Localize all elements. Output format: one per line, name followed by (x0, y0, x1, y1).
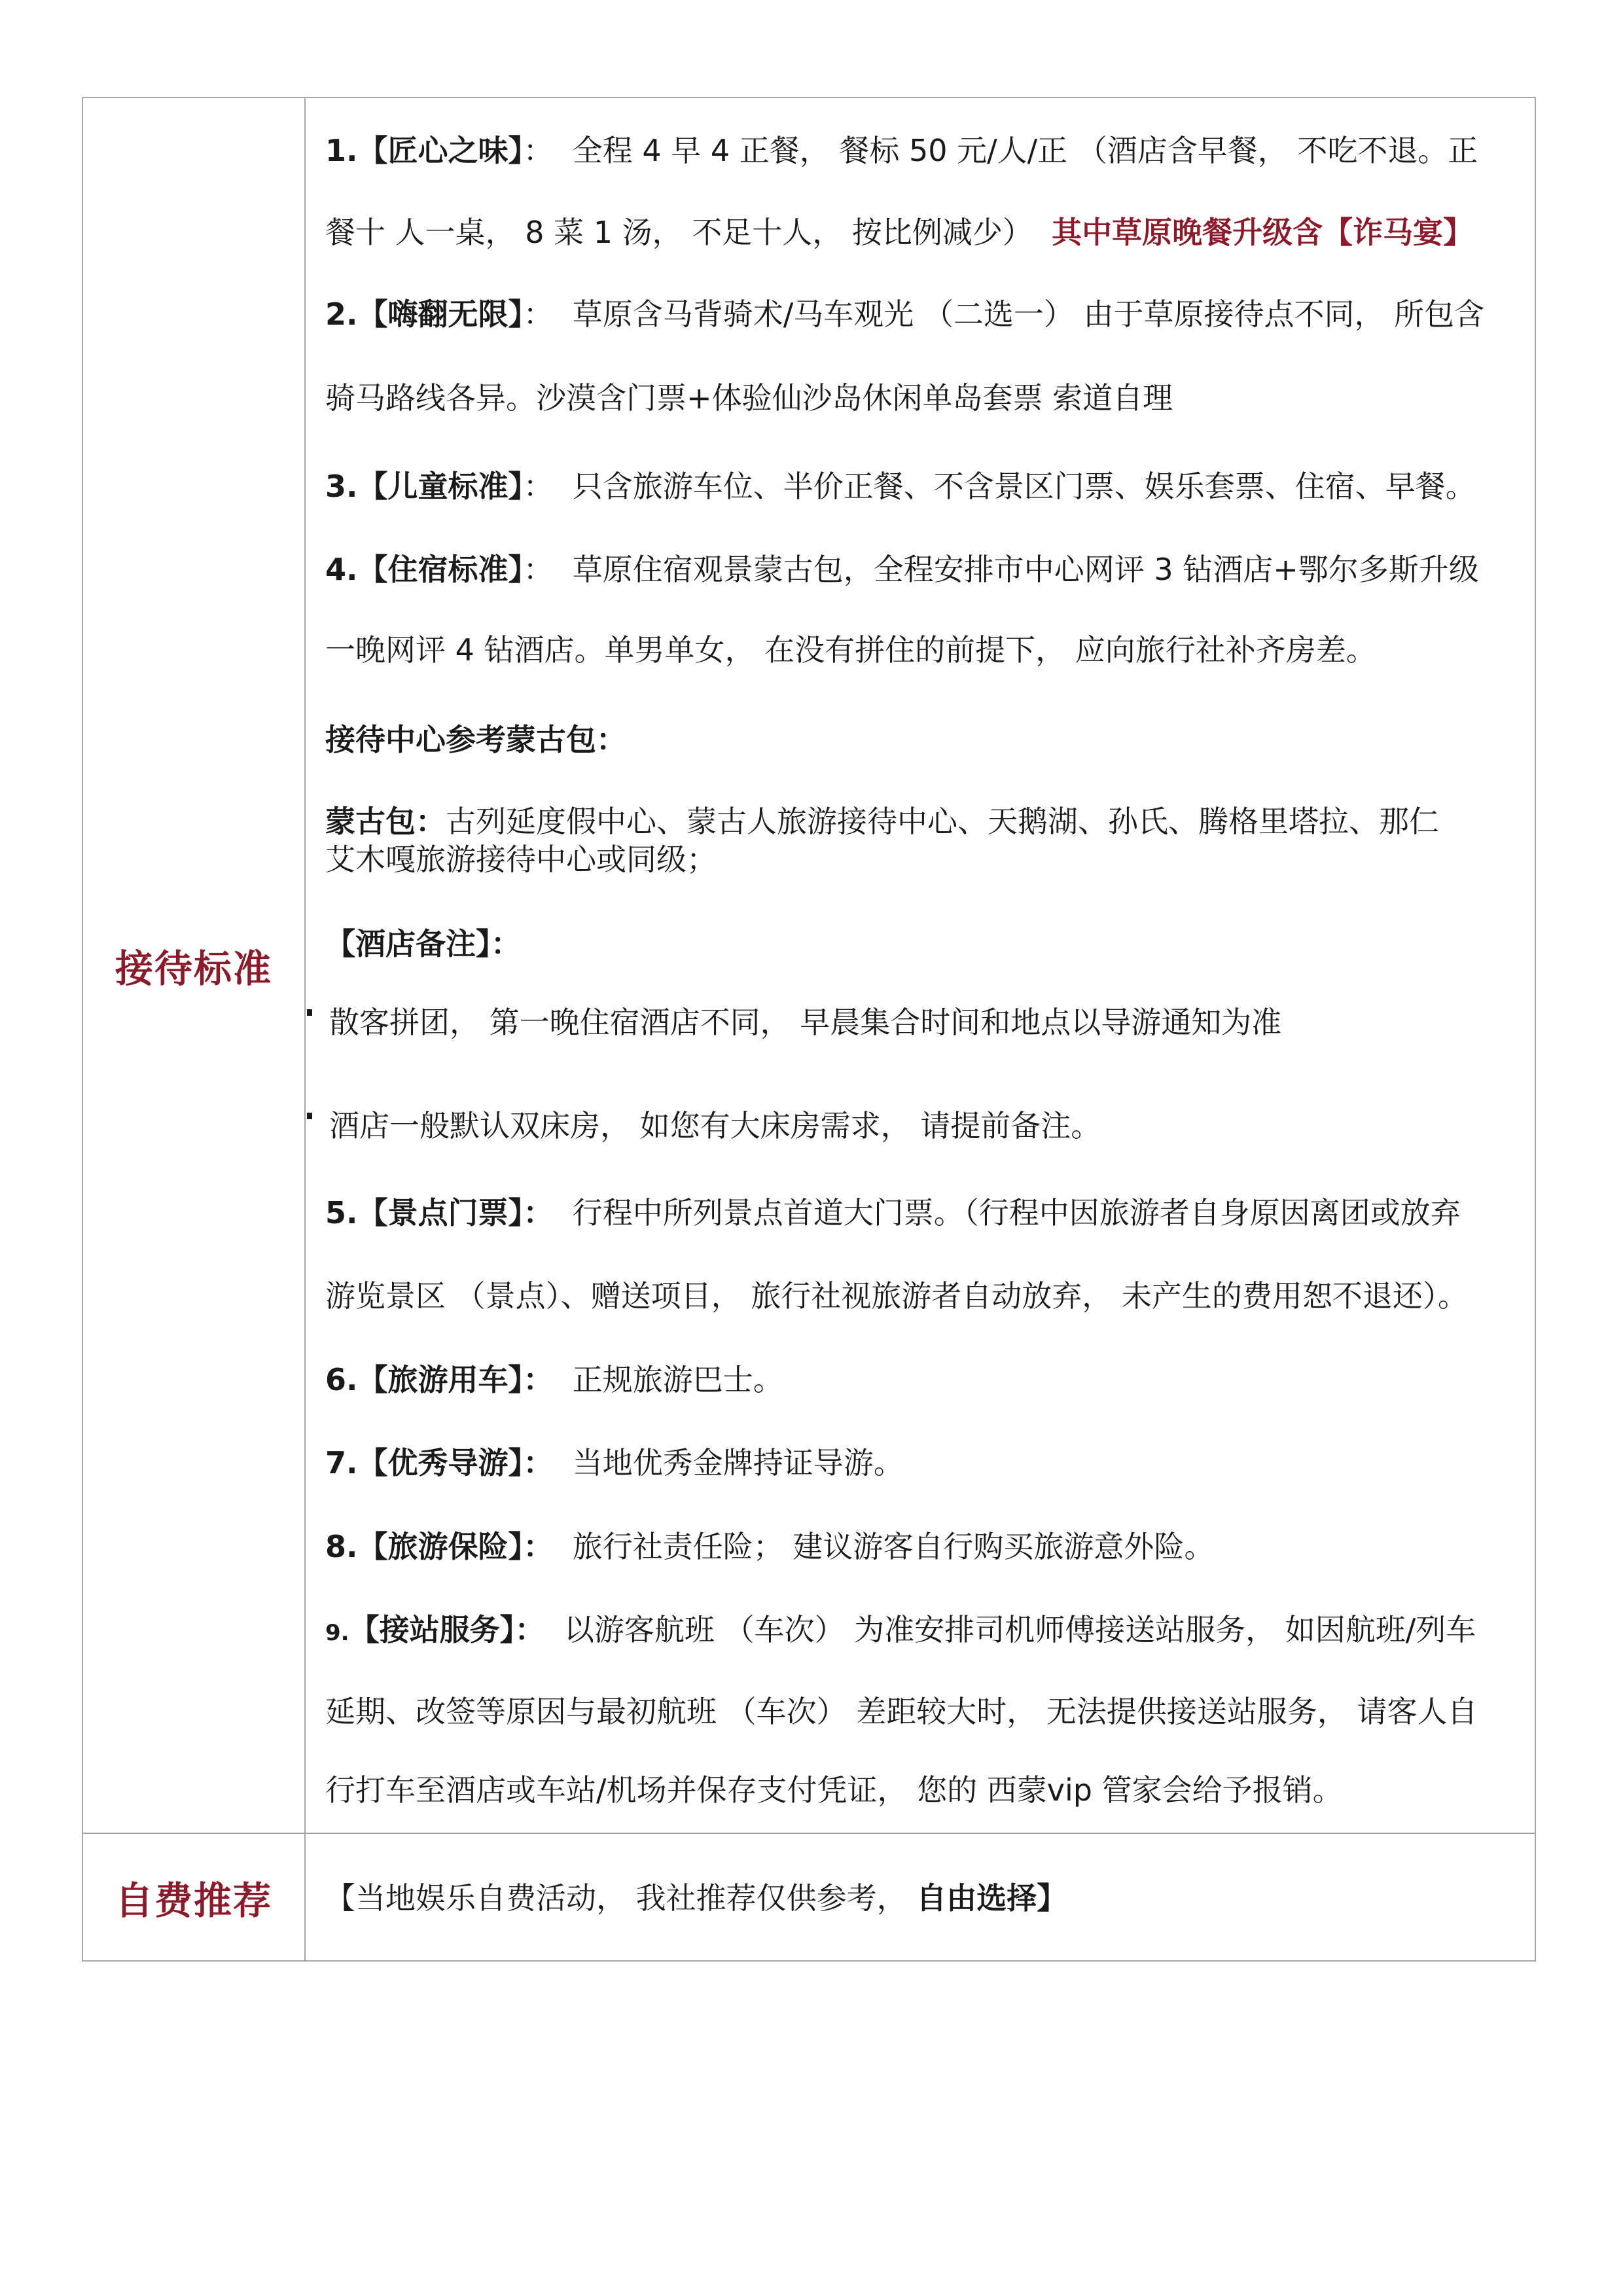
guide-title: 【优秀导游】 (357, 1445, 524, 1480)
yurt-line-1: 蒙古包：古列延度假中心、蒙古人旅游接待中心、天鹅湖、孙氏、腾格里塔拉、那仁 (325, 804, 1439, 839)
meals-line-1: 1.【匠心之味】： 全程 4 早 4 正餐， 餐标 50 元/人/正 （酒店含早餐， 不吃不退。正 (325, 133, 1478, 168)
children-title: 【儿童标准】 (357, 469, 524, 504)
vehicle-title: 【旅游用车】 (357, 1362, 524, 1397)
pickup-line-2: 延期、改签等原因与最初航班 （车次） 差距较大时， 无法提供接送站服务， 请客人自 (325, 1694, 1478, 1729)
selfpay-content (305, 1833, 1535, 1961)
meals-title: 【匠心之味】 (357, 133, 524, 168)
selfpay-label: 自费推荐 (82, 1833, 305, 1961)
tickets-line-1: 5.【景点门票】： 行程中所列景点首道大门票。（行程中因旅游者自身原因离团或放弃 (325, 1195, 1461, 1230)
lodging-line-2: 一晚网评 4 钻酒店。单男单女， 在没有拼住的前提下， 应向旅行社补齐房差。 (325, 632, 1376, 668)
reception-label: 接待标准 (82, 98, 305, 1833)
children-line-1: 3.【儿童标准】： 只含旅游车位、半价正餐、不含景区门票、娱乐套票、住宿、早餐。 (325, 469, 1476, 504)
tickets-line-2: 游览景区 （景点）、赠送项目， 旅行社视旅游者自动放弃， 未产生的费用恕不退还）。 (325, 1278, 1468, 1314)
pickup-line-3: 行打车至酒店或车站/机场并保存支付凭证， 您的 西蒙vip 管家会给予报销。 (325, 1772, 1343, 1808)
lodging-title: 【住宿标准】 (357, 552, 524, 587)
guide-line-1: 7.【优秀导游】： 当地优秀金牌持证导游。 (325, 1445, 904, 1480)
yurt-label: 蒙古包： (325, 804, 446, 839)
vehicle-line-1: 6.【旅游用车】： 正规旅游巴士。 (325, 1362, 783, 1397)
fun-line-1: 2.【嗨翻无限】： 草原含马背骑术/马车观光 （二选一） 由于草原接待点不同， 所包含 (325, 296, 1485, 332)
selfpay-row (82, 1833, 1535, 1961)
lodging-line-1: 4.【住宿标准】： 草原住宿观景蒙古包，全程安排市中心网评 3 钻酒店+鄂尔多斯升级 (325, 552, 1479, 587)
insurance-title: 【旅游保险】 (357, 1529, 524, 1564)
fun-title: 【嗨翻无限】 (357, 296, 524, 332)
hotel-notes-heading: 【酒店备注】： (325, 926, 521, 961)
reception-content (305, 98, 1535, 1833)
fun-line-2: 骑马路线各异。沙漠含门票+体验仙沙岛休闲单岛套票 索道自理 (325, 380, 1173, 416)
pickup-line-1: 9.【接站服务】： 以游客航班 （车次） 为准安排司机师傅接送站服务， 如因航班/列车 (325, 1612, 1476, 1647)
pickup-title: 【接站服务】 (349, 1612, 515, 1647)
selfpay-text: 【当地娱乐自费活动， 我社推荐仅供参考， 自由选择】 (325, 1880, 1067, 1916)
meals-highlight: 其中草原晚餐升级含【诈马宴】 (1052, 215, 1474, 250)
bullet-icon (307, 1113, 312, 1119)
tickets-title: 【景点门票】 (357, 1195, 524, 1230)
hotel-note-2: 酒店一般默认双床房， 如您有大床房需求， 请提前备注。 (307, 1106, 1101, 1145)
insurance-line-1: 8.【旅游保险】： 旅行社责任险； 建议游客自行购买旅游意外险。 (325, 1529, 1215, 1564)
reception-row (82, 98, 1535, 1833)
bullet-icon (307, 1009, 312, 1016)
yurt-heading: 接待中心参考蒙古包： (325, 722, 626, 757)
meals-line-2: 餐十 人一桌， 8 菜 1 汤， 不足十人， 按比例减少） 其中草原晚餐升级含【诈马宴】 (325, 215, 1474, 250)
standards-table (82, 97, 1536, 1962)
hotel-note-1: 散客拼团， 第一晚住宿酒店不同， 早晨集合时间和地点以导游通知为准 (307, 1003, 1281, 1042)
yurt-line-2: 艾木嘎旅游接待中心或同级； (325, 842, 717, 877)
